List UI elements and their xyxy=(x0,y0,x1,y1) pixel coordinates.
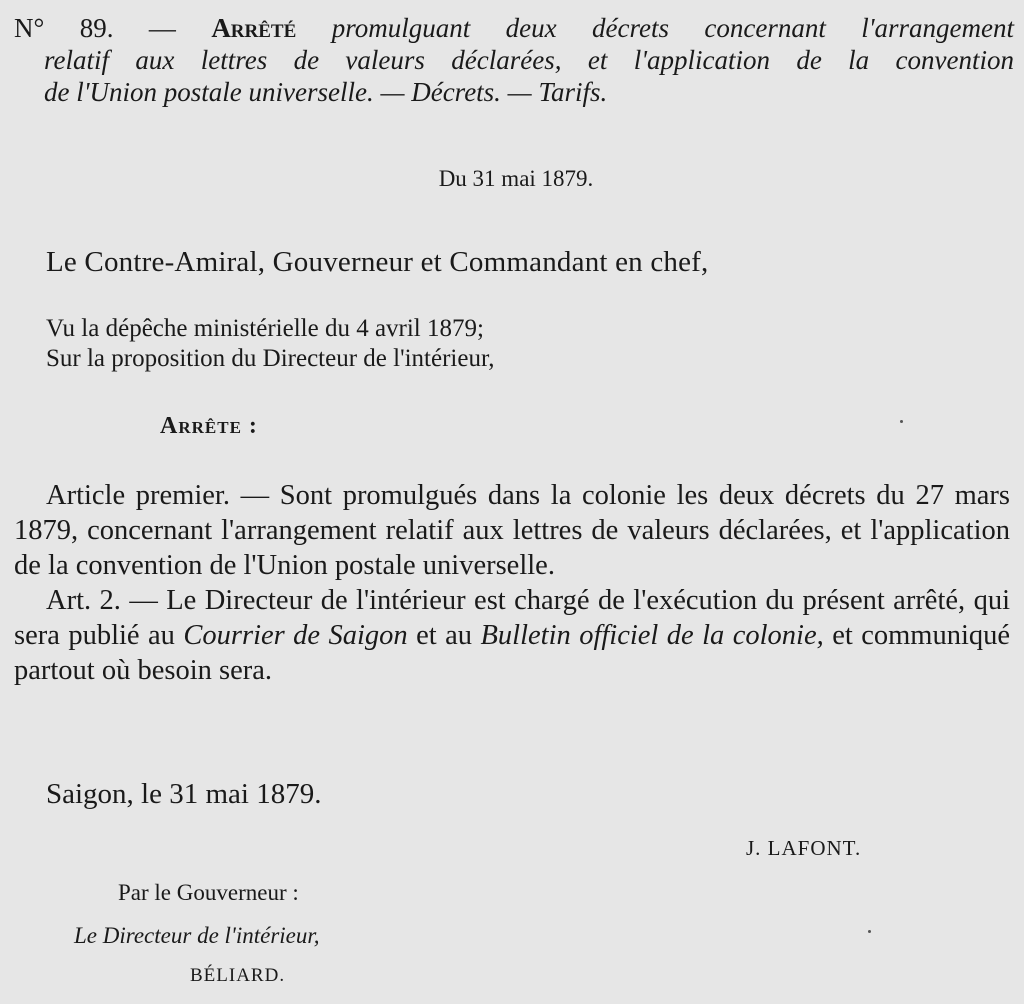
paper-speck xyxy=(868,930,871,933)
header-line-1: N° 89. — Arrêté promulguant deux décrets concernant l'arrangement xyxy=(14,13,1015,43)
paper-speck xyxy=(900,420,903,423)
decree-heading: Arrête : xyxy=(160,413,258,439)
decree-header xyxy=(14,12,1014,108)
signature: J. LAFONT. xyxy=(746,836,862,860)
place-and-date: Saigon, le 31 mai 1879. xyxy=(46,778,322,810)
articles xyxy=(14,478,1010,688)
bulletin-title: Bulletin officiel de la colonie, xyxy=(480,620,824,651)
issuing-authority: Le Contre-Amiral, Gouverneur et Commandant en chef, xyxy=(46,246,709,278)
header-title-part2: relatif aux lettres de valeurs déclarées, et l'application de la convention xyxy=(44,45,1014,75)
countersign-by: Par le Gouverneur : xyxy=(118,880,299,905)
article-1 xyxy=(14,478,1010,583)
preamble-line: Vu la dépêche ministérielle du 4 avril 1879; xyxy=(46,315,484,342)
header-title-part1: promulguant deux décrets concernant l'arrangement xyxy=(331,13,1015,43)
preamble-line: Sur la proposition du Directeur de l'intérieur, xyxy=(46,345,495,372)
article-2: Art. 2. — Le Directeur de l'intérieur est chargé de l'exécution du présent arrêté, qui sera publié au Courrier de Saigon et au Bulletin officiel de la colonie, et communiqué partout où besoin sera. xyxy=(14,585,1011,686)
article-1-label: Article premier. — xyxy=(46,480,270,511)
preamble xyxy=(46,314,495,374)
courrier-title: Courrier de Saigon xyxy=(183,620,408,651)
decree-number: N° 89. xyxy=(14,13,114,43)
arrete-label: Arrêté xyxy=(211,13,297,43)
article-2-label: Art. 2. — xyxy=(46,585,158,616)
countersign-title: Le Directeur de l'intérieur, xyxy=(74,923,320,948)
header-title-part3: de l'Union postale universelle. — Décrets. — Tarifs. xyxy=(44,77,608,107)
countersign-name: BÉLIARD. xyxy=(190,965,286,986)
article-1-text: Sont promulgués dans la colonie les deux décrets du 27 mars 1879, concernant l'arrangement relatif aux lettres de valeurs déclarées, et l'application de la convention de l'Union postale universelle. xyxy=(14,480,1010,581)
decree-date: Du 31 mai 1879. xyxy=(438,166,594,191)
